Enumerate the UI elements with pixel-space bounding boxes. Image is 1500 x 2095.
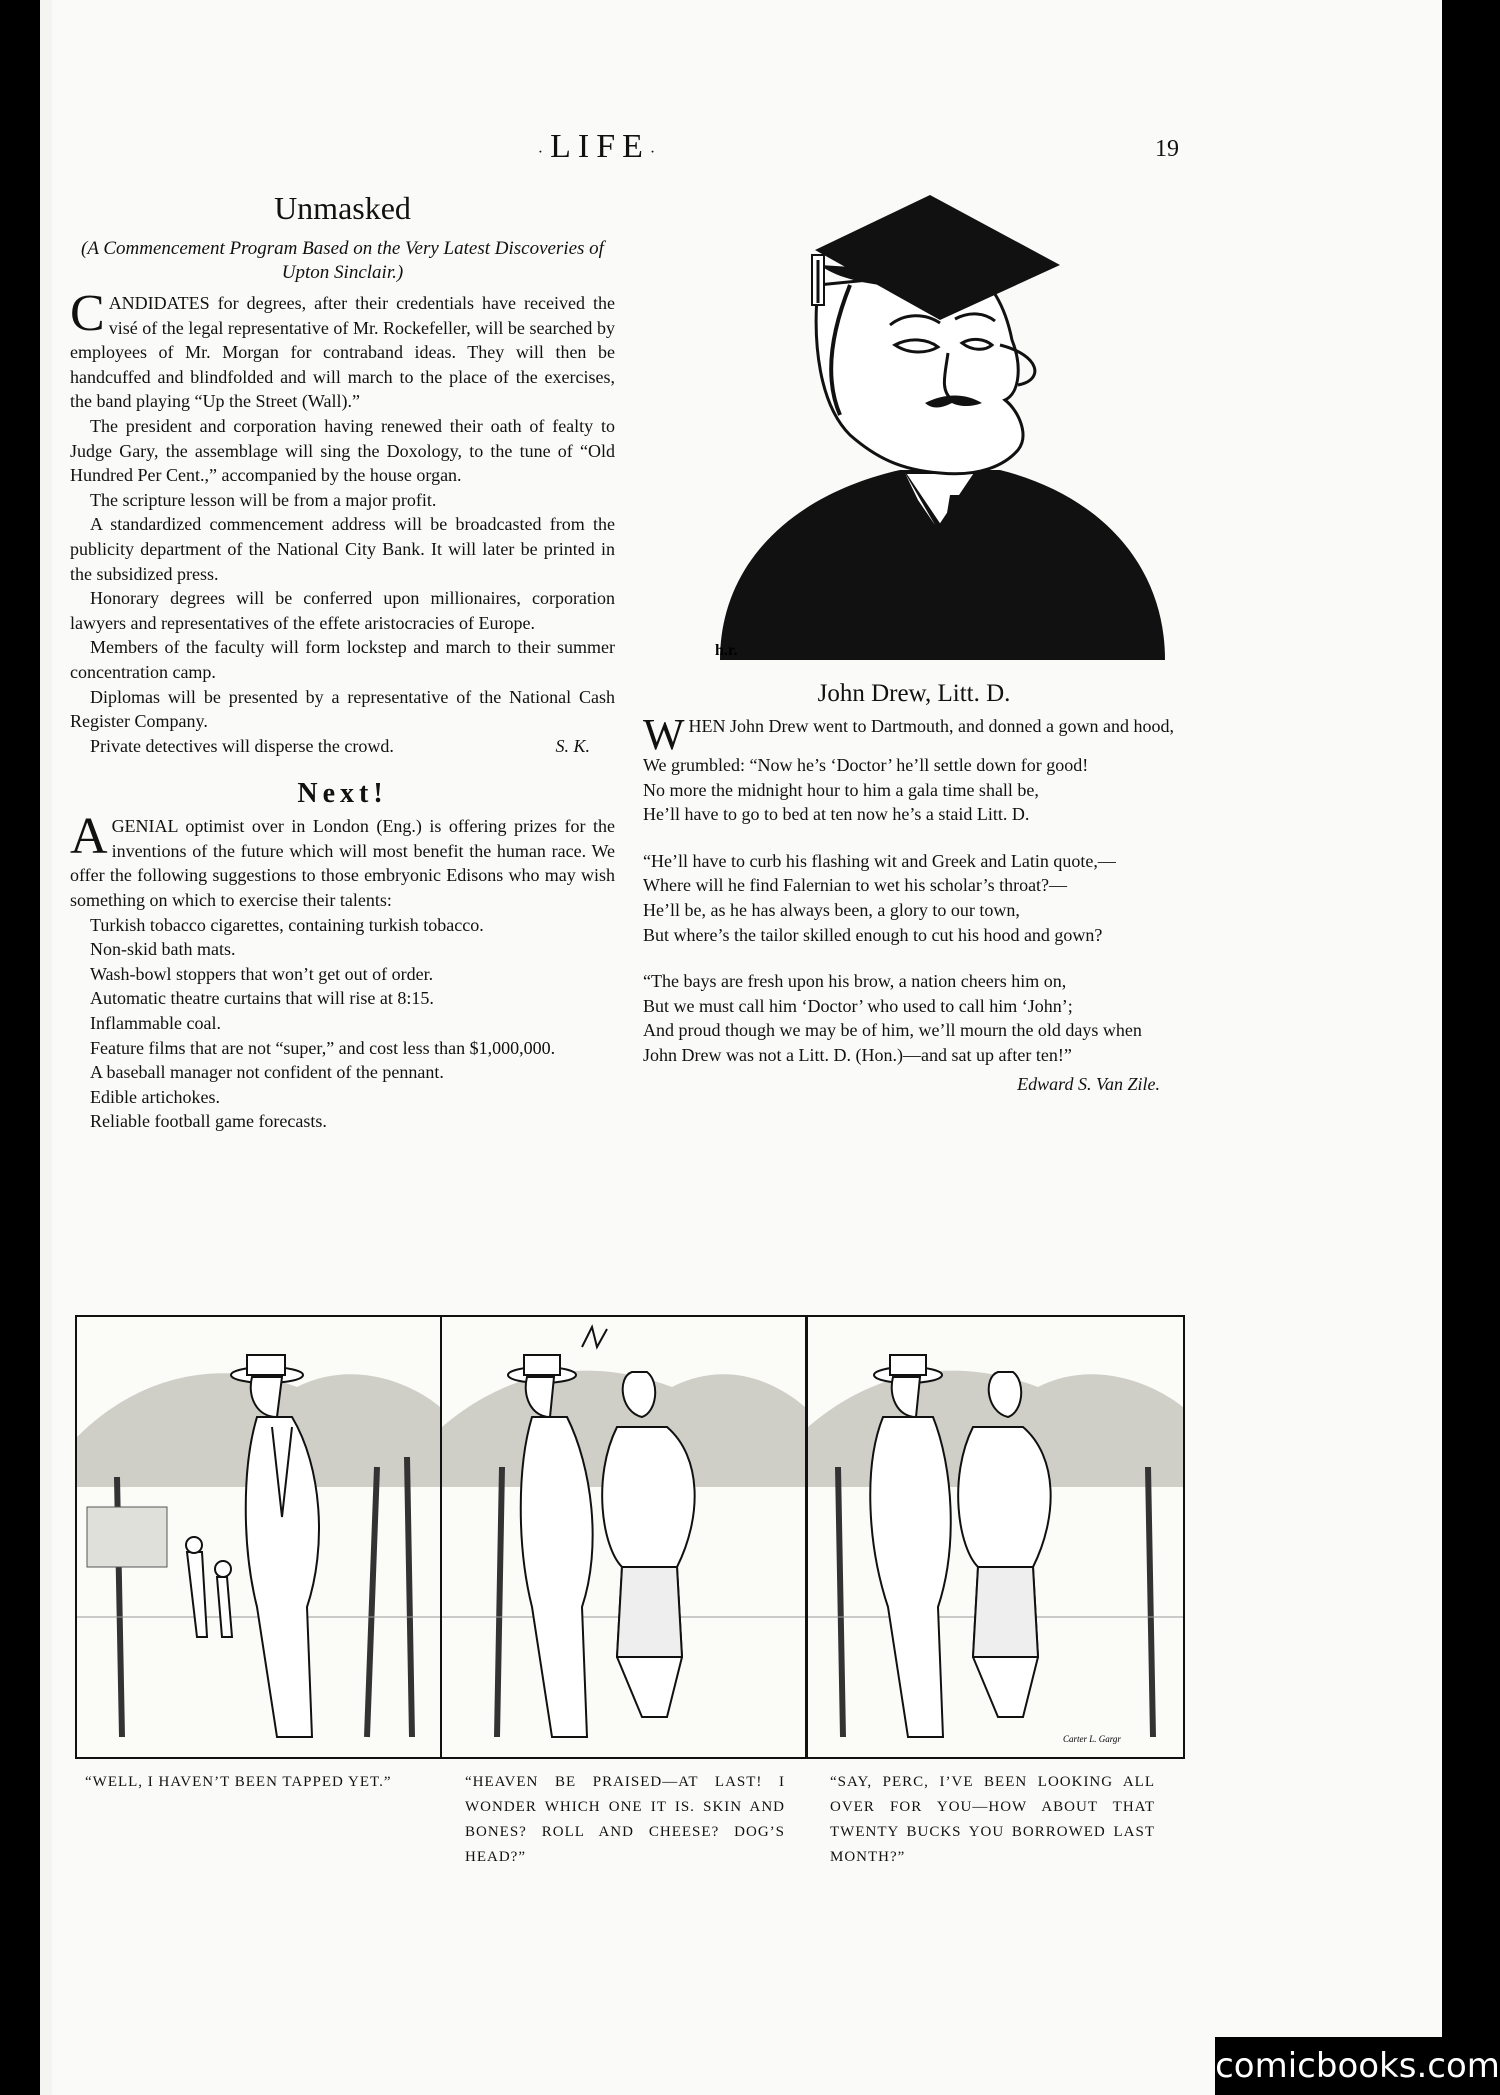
poem-line-text: HEN John Drew went to Dartmouth, and donned a gown and hood, — [688, 716, 1174, 736]
comic-panel-2 — [440, 1315, 807, 1759]
list-item: Edible artichokes. — [90, 1086, 220, 1107]
masthead-title: LIFE — [550, 128, 650, 165]
comic-panel-1 — [75, 1315, 442, 1759]
poem-line: Where will he find Falernian to wet his scholar’s throat?— — [643, 875, 1068, 896]
comic-panel-2-drawing — [442, 1317, 805, 1757]
paragraph: A standardized commencement address will be broadcasted from the publicity department of the National City Bank. It will later be printed in the subsidized press. — [70, 514, 615, 584]
poem-line: But we must call him ‘Doctor’ who used to call him ‘John’; — [643, 995, 1073, 1016]
poem-line: “The bays are fresh upon his brow, a nation cheers him on, — [643, 971, 1067, 992]
paragraph — [70, 734, 615, 759]
list-item: Feature films that are not “super,” and cost less than $1,000,000. — [90, 1037, 556, 1058]
poem-line: He’ll be, as he has always been, a glory to our town, — [643, 899, 1020, 920]
poem-line: John Drew was not a Litt. D. (Hon.)—and sat up after ten!” — [643, 1044, 1072, 1065]
paragraph: The scripture lesson will be from a major profit. — [90, 489, 437, 510]
article-body — [70, 808, 615, 1134]
article-title: Next! — [297, 778, 388, 810]
article-title: Unmasked — [274, 190, 411, 226]
poem-line — [643, 710, 1185, 759]
stanza — [643, 969, 1185, 1067]
artist-initials: h.r. — [715, 642, 738, 659]
poem-line: “He’ll have to curb his flashing wit and Greek and Latin quote,— — [643, 850, 1116, 871]
paragraph-text: GENIAL optimist over in London (Eng.) is offering prizes for the inventions of the future which will most benefit the human race. We offer the following suggestions to those embryonic Edisons who may wish something on which to exercise their talents: — [70, 816, 615, 911]
article-body — [70, 285, 615, 758]
drop-cap: W — [643, 710, 685, 759]
drop-cap: C — [70, 285, 105, 342]
poem-line: We grumbled: “Now he’s ‘Doctor’ he’ll settle down for good! — [643, 755, 1089, 775]
comic-caption-2: “HEAVEN BE PRAISED—AT LAST! I WONDER WHICH ONE IT IS. SKIN AND BONES? ROLL AND CHEESE? DOG’S HEAD?” — [465, 1774, 785, 1865]
stanza — [643, 710, 1185, 827]
poem-title: John Drew, Litt. D. — [817, 680, 1011, 707]
paragraph-text: Private detectives will disperse the crowd. — [90, 735, 394, 756]
poem-author: Edward S. Van Zile. — [1017, 1073, 1160, 1094]
paragraph — [70, 808, 615, 912]
drop-cap: A — [70, 808, 108, 866]
source-watermark: comicbooks.com — [1215, 2037, 1500, 2095]
article-subtitle: (A Commencement Program Based on the Very Latest Discoveries of Upton Sinclair.) — [81, 238, 604, 283]
comic-caption-1: “WELL, I HAVEN’T BEEN TAPPED YET.” — [85, 1774, 392, 1790]
article-unmasked — [70, 190, 615, 1134]
paragraph: Diplomas will be presented by a representative of the National Cash Register Company. — [70, 686, 615, 732]
list-item: Wash-bowl stoppers that won’t get out of order. — [90, 963, 434, 984]
poem-line: No more the midnight hour to him a gala time shall be, — [643, 779, 1039, 800]
paragraph: Honorary degrees will be conferred upon millionaires, corporation lawyers and representatives of the effete aristocracies of Europe. — [70, 588, 615, 633]
poem-line: But where’s the tailor skilled enough to cut his hood and gown? — [643, 924, 1103, 945]
masthead-dot-left: · — [537, 144, 551, 161]
list-item: Automatic theatre curtains that will rise at 8:15. — [90, 988, 434, 1009]
paragraph: Members of the faculty will form lockstep and march to their summer concentration camp. — [70, 637, 615, 682]
caricature-illustration — [700, 195, 1180, 675]
masthead-dot-right: · — [649, 144, 663, 161]
signature: S. K. — [555, 735, 590, 756]
list-item: A baseball manager not confident of the pennant. — [90, 1062, 444, 1083]
poem-line: He’ll have to go to bed at ten now he’s a staid Litt. D. — [643, 804, 1030, 825]
artist-signature: Carter L. Gargr — [1063, 1734, 1121, 1744]
comic-caption-3: “SAY, PERC, I’VE BEEN LOOKING ALL OVER FOR YOU—HOW ABOUT THAT TWENTY BUCKS YOU BORROWED LAST MONTH?” — [830, 1774, 1155, 1865]
list-item: Non-skid bath mats. — [90, 939, 236, 960]
poem-line: And proud though we may be of him, we’ll mourn the old days when — [643, 1020, 1142, 1041]
list-item: Turkish tobacco cigarettes, containing turkish tobacco. — [90, 914, 484, 935]
page-number: 19 — [1155, 136, 1179, 162]
comic-panel-3 — [806, 1315, 1185, 1759]
masthead — [520, 128, 680, 166]
comic-panel-3-drawing — [808, 1317, 1183, 1757]
caricature-drawing — [700, 195, 1180, 675]
paragraph — [70, 285, 615, 414]
comic-panel-1-drawing — [77, 1317, 440, 1757]
paragraph-text: ANDIDATES for degrees, after their credentials have received the visé of the legal representative of Mr. Rockefeller, will be searched by employees of Mr. Morgan for contraband ideas. They will then be handcuffed and blindfolded and will march to the place of the exercises, the band playing “Up the Street (Wall).” — [70, 293, 615, 412]
stanza — [643, 849, 1185, 947]
list-item: Inflammable coal. — [90, 1013, 221, 1034]
poem-body — [643, 710, 1185, 1096]
paragraph: The president and corporation having renewed their oath of fealty to Judge Gary, the assemblage will sing the Doxology, to the tune of “Old Hundred Per Cent.,” accompanied by the house organ. — [70, 415, 615, 486]
poem-john-drew — [643, 680, 1185, 1096]
list-item: Reliable football game forecasts. — [90, 1111, 327, 1132]
